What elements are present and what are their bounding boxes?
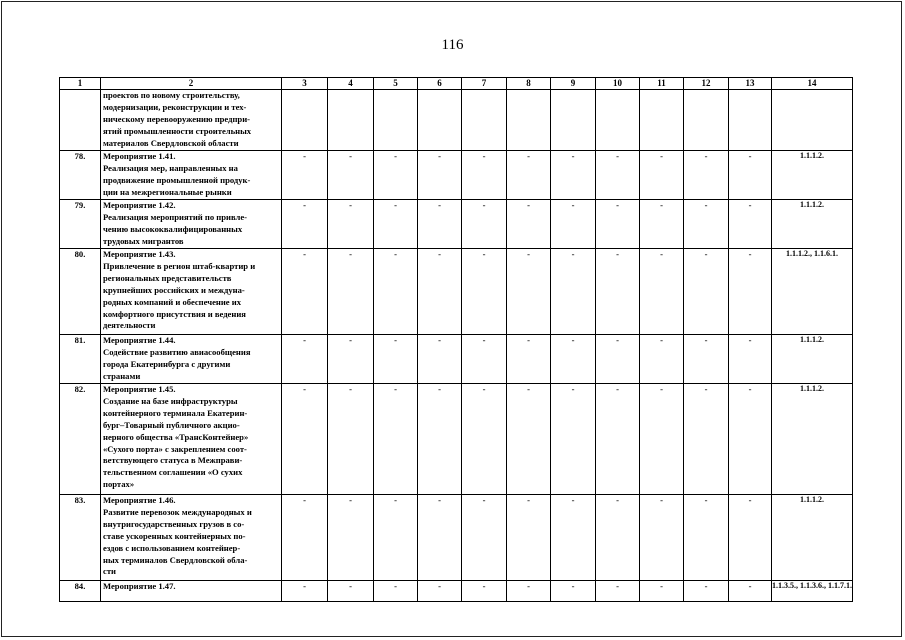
- value-cell-col-13: -: [729, 335, 772, 384]
- value-cell-col-8: -: [507, 384, 551, 495]
- value-cell-col-10: -: [596, 151, 640, 200]
- value-cell-col-3: -: [282, 384, 328, 495]
- column-header-5: 5: [374, 78, 418, 90]
- description-line: Содействие развитию авиасообщения: [103, 346, 251, 357]
- value-cell-col-4: -: [328, 495, 374, 581]
- value-cell-col-11: -: [640, 581, 684, 602]
- value-cell-col-7: -: [462, 335, 507, 384]
- column-header-4: 4: [328, 78, 374, 90]
- value-cell-col-12: -: [684, 384, 729, 495]
- value-cell-col-7: -: [462, 151, 507, 200]
- description-line: Реализация мер, направленных на: [103, 162, 238, 173]
- value-cell-col-12: -: [684, 200, 729, 249]
- value-cell-col-11: -: [640, 384, 684, 495]
- column-header-8: 8: [507, 78, 551, 90]
- description-line: Мероприятие 1.47.: [103, 581, 176, 591]
- description-line: материалов Свердловской области: [103, 137, 239, 148]
- description-line: Мероприятие 1.45.: [103, 384, 176, 394]
- row-number: 83.: [60, 495, 101, 581]
- row-number: 82.: [60, 384, 101, 495]
- value-cell-col-8: -: [507, 335, 551, 384]
- value-cell-col-8: -: [507, 581, 551, 602]
- row-number: 81.: [60, 335, 101, 384]
- value-cell-col-9: -: [551, 384, 596, 495]
- description-line: внутригосударственных грузов в со-: [103, 518, 245, 529]
- description-line: Создание на базе инфраструктуры: [103, 395, 238, 406]
- value-cell-col-13: -: [729, 200, 772, 249]
- description-line: ническому перевооружению предпри-: [103, 113, 251, 124]
- value-cell-col-13: -: [729, 249, 772, 335]
- activities-table: [59, 77, 853, 602]
- column-header-14: 14: [772, 78, 853, 90]
- description-line: родных компаний и обеспечение их: [103, 296, 241, 307]
- value-cell-col-6: -: [418, 495, 462, 581]
- activity-description: [101, 384, 282, 495]
- target-reference: 1.1.1.2.: [772, 200, 853, 249]
- value-cell-col-5: -: [374, 384, 418, 495]
- target-reference: 1.1.1.2.: [772, 495, 853, 581]
- value-cell-col-13: -: [729, 495, 772, 581]
- value-cell-col-12: -: [684, 335, 729, 384]
- value-cell-col-8: [507, 90, 551, 151]
- value-cell-col-6: -: [418, 384, 462, 495]
- description-line: Мероприятие 1.42.: [103, 200, 176, 210]
- table-row: [60, 151, 853, 200]
- value-cell-col-9: -: [551, 581, 596, 602]
- value-cell-col-6: -: [418, 335, 462, 384]
- description-line: бург–Товарный публичного акцио-: [103, 419, 240, 430]
- value-cell-col-12: -: [684, 151, 729, 200]
- value-cell-col-7: -: [462, 384, 507, 495]
- value-cell-col-9: -: [551, 335, 596, 384]
- value-cell-col-8: -: [507, 200, 551, 249]
- value-cell-col-11: -: [640, 495, 684, 581]
- value-cell-col-4: -: [328, 249, 374, 335]
- row-number: 80.: [60, 249, 101, 335]
- value-cell-col-3: -: [282, 151, 328, 200]
- activity-description: [101, 249, 282, 335]
- value-cell-col-6: -: [418, 151, 462, 200]
- value-cell-col-13: [729, 90, 772, 151]
- activity-description: [101, 200, 282, 249]
- description-line: города Екатеринбурга с другими: [103, 358, 231, 369]
- description-line: модернизации, реконструкции и тех-: [103, 101, 247, 112]
- value-cell-col-10: [596, 90, 640, 151]
- value-cell-col-10: -: [596, 335, 640, 384]
- description-line: чению высококвалифицированных: [103, 223, 243, 234]
- value-cell-col-5: -: [374, 249, 418, 335]
- table-row: [60, 581, 853, 602]
- description-line: нерного общества «ТрансКонтейнер»: [103, 431, 249, 442]
- value-cell-col-13: -: [729, 581, 772, 602]
- value-cell-col-11: -: [640, 151, 684, 200]
- row-number: 78.: [60, 151, 101, 200]
- description-line: Мероприятие 1.44.: [103, 335, 176, 345]
- description-line: Мероприятие 1.46.: [103, 495, 176, 505]
- column-header-7: 7: [462, 78, 507, 90]
- description-line: сти: [103, 566, 116, 577]
- value-cell-col-10: -: [596, 249, 640, 335]
- value-cell-col-5: -: [374, 581, 418, 602]
- description-line: деятельности: [103, 320, 156, 331]
- activity-description: [101, 90, 282, 151]
- table-row: [60, 384, 853, 495]
- value-cell-col-13: -: [729, 384, 772, 495]
- value-cell-col-5: -: [374, 200, 418, 249]
- value-cell-col-10: -: [596, 384, 640, 495]
- activity-description: [101, 151, 282, 200]
- description-line: региональных представительств: [103, 272, 232, 283]
- value-cell-col-4: -: [328, 200, 374, 249]
- value-cell-col-9: [551, 90, 596, 151]
- description-line: странами: [103, 370, 141, 381]
- value-cell-col-4: -: [328, 151, 374, 200]
- activity-description: [101, 495, 282, 581]
- value-cell-col-7: -: [462, 249, 507, 335]
- description-line: ставе ускоренных контейнерных по-: [103, 530, 246, 541]
- row-number: 79.: [60, 200, 101, 249]
- value-cell-col-3: -: [282, 335, 328, 384]
- column-header-2: 2: [101, 78, 282, 90]
- description-line: «Сухого порта» с закреплением соот-: [103, 443, 247, 454]
- value-cell-col-10: -: [596, 200, 640, 249]
- value-cell-col-5: -: [374, 495, 418, 581]
- value-cell-col-8: -: [507, 495, 551, 581]
- value-cell-col-10: -: [596, 495, 640, 581]
- value-cell-col-6: -: [418, 200, 462, 249]
- value-cell-col-7: -: [462, 581, 507, 602]
- description-line: ветствующего статуса в Межправи-: [103, 455, 243, 466]
- table-body: [60, 78, 853, 602]
- description-line: комфортного присутствия и ведения: [103, 308, 246, 319]
- target-reference: [772, 90, 853, 151]
- activity-description: [101, 335, 282, 384]
- value-cell-col-12: [684, 90, 729, 151]
- table-row: [60, 335, 853, 384]
- value-cell-col-7: [462, 90, 507, 151]
- column-header-13: 13: [729, 78, 772, 90]
- description-line: Мероприятие 1.41.: [103, 151, 176, 161]
- value-cell-col-6: -: [418, 249, 462, 335]
- row-number: [60, 90, 101, 151]
- description-line: Реализация мероприятий по привле-: [103, 211, 247, 222]
- value-cell-col-4: [328, 90, 374, 151]
- column-header-3: 3: [282, 78, 328, 90]
- value-cell-col-4: -: [328, 581, 374, 602]
- value-cell-col-3: [282, 90, 328, 151]
- value-cell-col-9: -: [551, 249, 596, 335]
- description-line: Привлечение в регион штаб-квартир и: [103, 260, 256, 271]
- value-cell-col-9: -: [551, 495, 596, 581]
- description-line: ятий промышленности строительных: [103, 125, 252, 136]
- description-line: Мероприятие 1.43.: [103, 249, 176, 259]
- header-row: [60, 78, 853, 90]
- target-reference: 1.1.1.2., 1.1.6.1.: [772, 249, 853, 335]
- target-reference: 1.1.1.2.: [772, 384, 853, 495]
- target-reference: 1.1.1.2.: [772, 335, 853, 384]
- value-cell-col-3: -: [282, 495, 328, 581]
- value-cell-col-10: -: [596, 581, 640, 602]
- description-line: ции на межрегиональные рынки: [103, 186, 232, 197]
- description-line: Развитие перевозок международных и: [103, 506, 252, 517]
- description-line: контейнерного терминала Екатерин-: [103, 407, 248, 418]
- column-header-1: 1: [60, 78, 101, 90]
- column-header-12: 12: [684, 78, 729, 90]
- value-cell-col-5: [374, 90, 418, 151]
- value-cell-col-11: -: [640, 200, 684, 249]
- value-cell-col-9: -: [551, 151, 596, 200]
- value-cell-col-8: -: [507, 249, 551, 335]
- page-number: 116: [441, 37, 464, 53]
- value-cell-col-4: -: [328, 384, 374, 495]
- description-line: трудовых мигрантов: [103, 235, 184, 246]
- value-cell-col-6: [418, 90, 462, 151]
- activity-description: [101, 581, 282, 602]
- value-cell-col-7: -: [462, 495, 507, 581]
- table-row: [60, 200, 853, 249]
- value-cell-col-11: [640, 90, 684, 151]
- value-cell-col-13: -: [729, 151, 772, 200]
- value-cell-col-4: -: [328, 335, 374, 384]
- column-header-10: 10: [596, 78, 640, 90]
- description-line: проектов по новому строительству,: [103, 90, 240, 100]
- value-cell-col-6: -: [418, 581, 462, 602]
- row-number: 84.: [60, 581, 101, 602]
- value-cell-col-3: -: [282, 200, 328, 249]
- value-cell-col-3: -: [282, 249, 328, 335]
- description-line: ездов с использованием контейнер-: [103, 542, 241, 553]
- description-line: тельственном соглашении «О сухих: [103, 467, 243, 478]
- description-line: продвижение промышленной продук-: [103, 174, 251, 185]
- description-line: ных терминалов Свердловской обла-: [103, 554, 248, 565]
- value-cell-col-9: -: [551, 200, 596, 249]
- column-header-9: 9: [551, 78, 596, 90]
- value-cell-col-5: -: [374, 151, 418, 200]
- column-header-11: 11: [640, 78, 684, 90]
- target-reference: 1.1.3.5., 1.1.3.6., 1.1.7.1.: [772, 581, 853, 602]
- value-cell-col-11: -: [640, 335, 684, 384]
- table-row: [60, 495, 853, 581]
- table-row: [60, 90, 853, 151]
- description-line: портах»: [103, 479, 135, 490]
- column-header-6: 6: [418, 78, 462, 90]
- value-cell-col-5: -: [374, 335, 418, 384]
- value-cell-col-8: -: [507, 151, 551, 200]
- target-reference: 1.1.1.2.: [772, 151, 853, 200]
- table-row: [60, 249, 853, 335]
- value-cell-col-12: -: [684, 495, 729, 581]
- value-cell-col-12: -: [684, 581, 729, 602]
- value-cell-col-11: -: [640, 249, 684, 335]
- value-cell-col-3: -: [282, 581, 328, 602]
- value-cell-col-7: -: [462, 200, 507, 249]
- value-cell-col-12: -: [684, 249, 729, 335]
- description-line: крупнейших российских и междуна-: [103, 284, 245, 295]
